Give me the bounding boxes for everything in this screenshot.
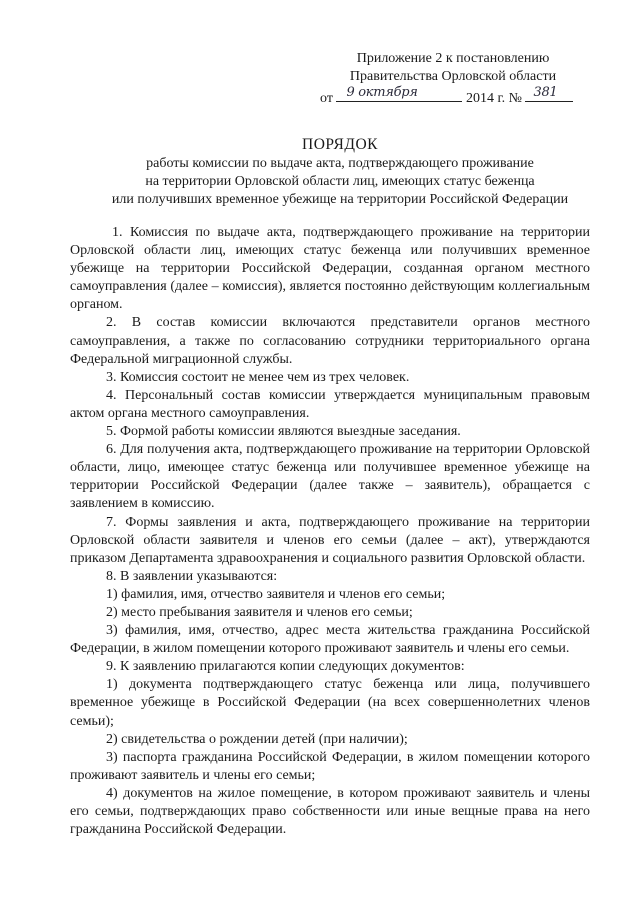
number-blank — [525, 86, 573, 102]
paragraph-9: 9. К заявлению прилагаются копии следующих документов: — [106, 659, 465, 675]
paragraph-2: 2. В состав комиссии включаются представители органов местного самоуправления, а также по согласованию сотрудники территориального органа Федеральной миграционной службы. — [70, 315, 590, 367]
paragraph-9-item-4: 4) документов на жилое помещение, в котором проживают заявитель и члены его семьи, подтверждающих право собственности или иные вещные права на него гражданина Российской Федерации. — [70, 785, 590, 838]
paragraph-6: 6. Для получения акта, подтверждающего проживание на территории Орловской области, лицо, имеющее статус беженца или получившее временное убежище на территории Российской Федерации (далее также – заявитель), обращается с заявлением в комиссию. — [70, 442, 590, 512]
date-blank — [336, 86, 462, 102]
document-subtitle — [60, 155, 620, 209]
handwritten-date: 9 октября — [346, 85, 418, 100]
paragraph-7: 7. Формы заявления и акта, подтверждающего проживание на территории Орловской области заявителя и членов его семьи (далее – акт), утверждаются приказом Департамента здравоохранения и социального развития Орловской области. — [70, 514, 590, 566]
paragraph-8-item-3: 3) фамилия, имя, отчество, адрес места жительства гражданина Российской Федерации, в жилом помещении которого проживают заявитель и члены его семьи. — [70, 623, 590, 657]
document-title: ПОРЯДОК — [302, 136, 378, 153]
resolution-date-line — [320, 86, 590, 106]
paragraph-5: 5. Формой работы комиссии являются выездные заседания. — [106, 424, 461, 440]
appendix-header — [318, 50, 588, 86]
paragraph-9-item-3: 3) паспорта гражданина Российской Федерации, в жилом помещении которого проживают заявитель и члены его семьи; — [70, 749, 590, 783]
appendix-line-2: Правительства Орловской области — [349, 69, 557, 84]
paragraph-8-item-1: 1) фамилия, имя, отчество заявителя и членов его семьи; — [106, 586, 446, 602]
paragraph-4: 4. Персональный состав комиссии утверждается муниципальным правовым актом органа местного самоуправления. — [70, 387, 590, 421]
subtitle-line-3: или получивших временное убежище на территории Российской Федерации — [111, 192, 569, 207]
document-body — [70, 224, 590, 839]
paragraph-9-item-1: 1) документа подтверждающего статус беженца или лица, получившего временное убежище в Российской Федерации (на всех совершеннолетних членов семьи); — [70, 677, 590, 729]
paragraph-9-item-2: 2) свидетельства о рождении детей (при наличии); — [106, 731, 408, 747]
paragraph-8-item-2: 2) место пребывания заявителя и членов его семьи; — [106, 604, 413, 620]
paragraph-8: 8. В заявлении указываются: — [106, 568, 278, 584]
paragraph-3: 3. Комиссия состоит не менее чем из трех человек. — [106, 369, 410, 385]
document-title-block — [60, 135, 620, 209]
appendix-line-1: Приложение 2 к постановлению — [356, 51, 550, 66]
year-number-label: 2014 г. № — [465, 91, 522, 106]
subtitle-line-1: работы комиссии по выдаче акта, подтверждающего проживание — [146, 156, 534, 171]
paragraph-1: 1. Комиссия по выдаче акта, подтверждающего проживание на территории Орловской области лиц, имеющих статус беженца или получивших временное убежище на территории Российской Федерации, созданная органом местного самоуправления (далее – комиссия), является постоянно действующим коллегиальным органом. — [70, 225, 590, 313]
handwritten-number: 381 — [533, 85, 558, 100]
date-prefix: от — [320, 91, 333, 106]
subtitle-line-2: на территории Орловской области лиц, имеющих статус беженца — [145, 174, 535, 189]
